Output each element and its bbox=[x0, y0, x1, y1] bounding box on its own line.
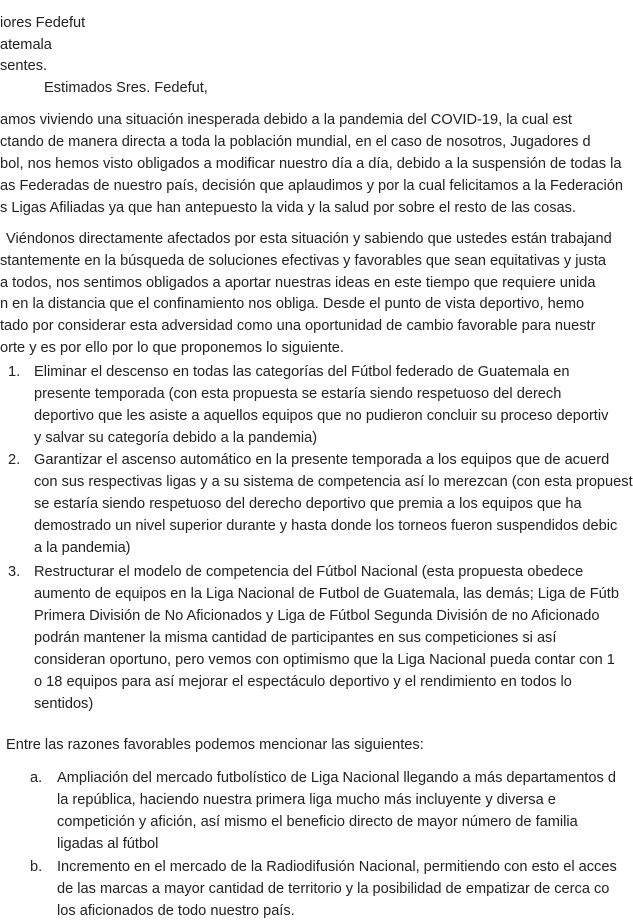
reason-line: competición y afición, así mismo el beneficio directo de mayor número de familia bbox=[57, 814, 578, 830]
presentes: sentes. bbox=[0, 58, 48, 74]
intro-line: s Ligas Afiliadas ya que han antepuesto la vida y la salud por sobre el resto de las cosas. bbox=[0, 200, 576, 216]
second-line: tado por considerar esta adversidad como una oportunidad de cambio favorable para nuestr bbox=[0, 318, 596, 334]
city: atemala bbox=[0, 37, 52, 53]
proposal-line: podrán mantener la misma cantidad de participantes en sus competiciones si así bbox=[34, 630, 557, 646]
proposal-line: consideran oportuno, pero vemos con optimismo que la Liga Nacional pueda contar con 1 bbox=[34, 652, 615, 668]
intro-line: ctando de manera directa a toda la población mundial, en el caso de nosotros, Jugadores d bbox=[0, 134, 591, 150]
proposal-line: o 18 equipos para así mejorar el espectáculo deportivo y el rendimiento en todos lo bbox=[34, 674, 572, 690]
intro-line: as Federadas de nuestro país, decisión que aplaudimos y por la cual felicitamos a la Federación bbox=[0, 178, 624, 194]
proposal-line: a la pandemia) bbox=[34, 540, 131, 556]
reasons-intro: Entre las razones favorables podemos mencionar las siguientes: bbox=[6, 737, 424, 753]
reason-line: de las marcas a mayor cantidad de territorio y la posibilidad de empatizar de cerca co bbox=[57, 881, 610, 897]
proposal-number: 3. bbox=[8, 564, 21, 580]
intro-line: amos viviendo una situación inesperada debido a la pandemia del COVID-19, la cual est bbox=[0, 112, 572, 128]
proposal-line: Restructurar el modelo de competencia del Fútbol Nacional (esta propuesta obedece bbox=[34, 564, 584, 580]
intro-line: bol, nos hemos visto obligados a modificar nuestro día a día, debido a la suspensión de todas la bbox=[0, 156, 622, 172]
proposal-line: con sus respectivas ligas y a su sistema de competencia así lo merezcan (con esta propuest bbox=[34, 474, 633, 490]
reason-line: ligadas al fútbol bbox=[57, 836, 159, 852]
proposal-number: 2. bbox=[8, 452, 21, 468]
reason-letter: a. bbox=[30, 770, 43, 786]
proposal-number: 1. bbox=[8, 364, 21, 380]
greeting: Estimados Sres. Fedefut, bbox=[44, 80, 208, 96]
proposal-line: aumento de equipos en la Liga Nacional de Futbol de Guatemala, las demás; Liga de Fútb bbox=[34, 586, 619, 602]
proposal-line: deportivo que les asiste a aquellos equipos que no pudieron concluir su proceso deportiv bbox=[34, 408, 609, 424]
proposal-line: Primera División de No Aficionados y Liga de Fútbol Segunda División de no Aficionado bbox=[34, 608, 600, 624]
reason-line: los aficionados de todo nuestro país. bbox=[57, 903, 295, 919]
second-line: a todos, nos sentimos obligados a aportar nuestras ideas en este tiempo que requiere unida bbox=[0, 275, 596, 291]
second-line: orte y es por ello por lo que proponemos lo siguiente. bbox=[0, 340, 344, 356]
reason-letter: b. bbox=[30, 859, 43, 875]
proposal-line: Garantizar el ascenso automático en la presente temporada a los equipos que de acuerd bbox=[34, 452, 610, 468]
proposal-line: demostrado un nivel superior durante y hasta donde los torneos fueron suspendidos debic bbox=[34, 518, 618, 534]
second-line: n en la distancia que el confinamiento nos obliga. Desde el punto de vista deportivo, hemo bbox=[0, 296, 585, 312]
proposal-line: y salvar su categoría debido a la pandemia) bbox=[34, 430, 318, 446]
proposal-line: se estaría siendo respetuoso del derecho deportivo que premia a los equipos que ha bbox=[34, 496, 582, 512]
second-line: stantemente en la búsqueda de soluciones efectivas y favorables que sean equitativas y justa bbox=[0, 253, 607, 269]
proposal-line: sentidos) bbox=[34, 696, 94, 712]
second-line: Viéndonos directamente afectados por esta situación y sabiendo que ustedes están trabajand bbox=[6, 231, 612, 247]
reason-line: Ampliación del mercado futbolístico de Liga Nacional llegando a más departamentos d bbox=[57, 770, 616, 786]
addressee: iores Fedefut bbox=[0, 15, 86, 31]
reason-line: Incremento en el mercado de la Radiodifusión Nacional, permitiendo con esto el acces bbox=[57, 859, 617, 875]
proposal-line: Eliminar el descenso en todas las categorías del Fútbol federado de Guatemala en bbox=[34, 364, 570, 380]
reason-line: la república, haciendo nuestra primera liga mucho más incluyente y diversa e bbox=[57, 792, 556, 808]
proposal-line: presente temporada (con esta propuesta se estaría siendo respetuoso del derech bbox=[34, 386, 562, 402]
